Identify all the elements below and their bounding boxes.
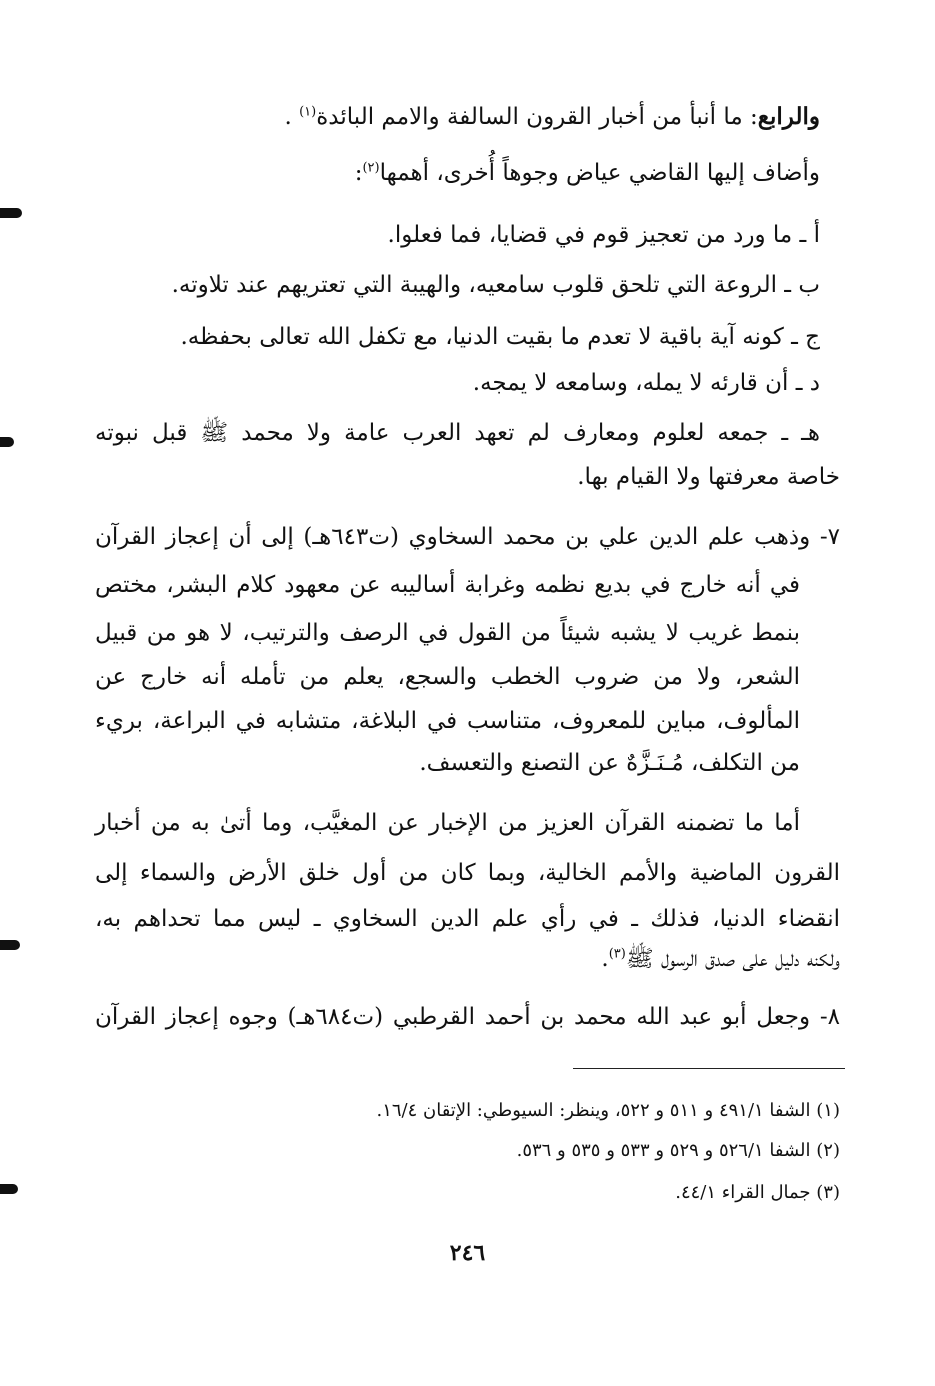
text-line-khassa <box>577 462 840 494</box>
line-tail: : <box>354 160 363 186</box>
line-text: المألوف، مباين للمعروف، متناسب في البلاغة، متشابه في البراعة، بريء <box>95 708 800 734</box>
paragraph-7-line-6 <box>419 748 800 780</box>
line-text: أ ـ ما ورد من تعجيز قوم في قضايا، فما فعلوا. <box>387 222 820 248</box>
paragraph-7-line-2 <box>95 570 800 602</box>
paragraph-7-line-4 <box>95 662 800 694</box>
footnote-3: (٣) جمال القراء ٤٤/١. <box>675 1182 840 1203</box>
line-tail: . <box>284 104 300 130</box>
line-text: بنمط غريب لا يشبه شيئاً من القول في الرصف والترتيب، لا هو من قبيل <box>95 620 800 646</box>
line-text: د ـ أن قارئه لا يمله، وسامعه لا يمجه. <box>472 370 820 396</box>
paragraph-7-line-1 <box>95 522 840 554</box>
paragraph-ama-line-2 <box>95 858 840 890</box>
list-item-ba <box>172 270 820 302</box>
scan-edge-mark <box>0 437 14 447</box>
list-item-dal <box>473 368 820 400</box>
line-text: ولكنه دليل على صدق الرسول ﷺ <box>625 946 840 972</box>
list-item-jim <box>181 322 821 354</box>
text-line-rabi <box>284 102 820 134</box>
paragraph-ama-line-4 <box>601 944 840 976</box>
line-text: وأضاف إليها القاضي عياض وجوهاً أُخرى، أهمها <box>379 160 820 186</box>
line-text: ب ـ الروعة التي تلحق قلوب سامعيه، والهيبة التي تعتريهم عند تلاوته. <box>171 272 820 298</box>
line-text: ج ـ كونه آية باقية لا تعدم ما بقيت الدنيا، مع تكفل الله تعالى بحفظه. <box>180 324 820 350</box>
paragraph-7-line-3 <box>95 618 800 650</box>
paragraph-ama-line-3 <box>95 904 840 936</box>
paragraph-ama-line-1 <box>95 808 800 840</box>
line-text: انقضاء الدنيا، فذلك ـ في رأي علم الدين السخاوي ـ ليس مما تحداهم به، <box>95 906 840 932</box>
line-text: القرون الماضية والأمم الخالية، وبما كان من أول خلق الأرض والسماء إلى <box>95 860 840 886</box>
footnote-ref-3: (٣) <box>608 946 626 962</box>
list-item-alif <box>388 220 820 252</box>
paragraph-8-line-1 <box>95 1002 840 1034</box>
scan-edge-mark <box>0 1184 18 1194</box>
footnote-1: (١) الشفا ٤٩١/١ و ٥١١ و ٥٢٢، وينظر: السيوطي: الإتقان ١٦/٤. <box>376 1100 840 1121</box>
line-text: أما ما تضمنه القرآن العزيز من الإخبار عن المغيَّب، وما أتىٰ به من أخبار <box>95 810 800 836</box>
line-text: : ما أنبأ من أخبار القرون السالفة والامم البائدة <box>316 104 758 130</box>
footnote-separator <box>573 1068 845 1069</box>
line-text: ٨- وجعل أبو عبد الله محمد بن أحمد القرطبي (ت٦٨٤هـ) وجوه إعجاز القرآن <box>95 1004 840 1030</box>
line-text: من التكلف، مُـنَـزَّهٌ عن التصنع والتعسف. <box>419 750 800 776</box>
line-text: خاصة معرفتها ولا القيام بها. <box>577 464 840 490</box>
footnote-2: (٢) الشفا ٥٢٦/١ و ٥٢٩ و ٥٣٣ و ٥٣٥ و ٥٣٦. <box>516 1140 840 1161</box>
footnote-ref-2: (٢) <box>362 160 380 176</box>
paragraph-7-line-5 <box>95 706 800 738</box>
list-item-ha <box>95 418 820 450</box>
line-text: ٧- وذهب علم الدين علي بن محمد السخاوي (ت٦٤٣هـ) إلى أن إعجاز القرآن <box>95 524 840 550</box>
footnote-ref-1: (١) <box>299 104 317 120</box>
page-number: ٢٤٦ <box>449 1240 486 1266</box>
scan-edge-mark <box>0 208 22 218</box>
line-tail: . <box>601 946 609 972</box>
term-rabi: والرابع <box>757 103 820 130</box>
line-text: هـ ـ جمعه لعلوم ومعارف لم تعهد العرب عامة ولا محمد ﷺ قبل نبوته <box>95 420 820 446</box>
line-text: في أنه خارج في بديع نظمه وغرابة أساليبه عن معهود كلام البشر، مختص <box>95 572 800 598</box>
scan-edge-mark <box>0 940 20 950</box>
line-text: الشعر، ولا من ضروب الخطب والسجع، يعلم من تأمله أنه خارج عن <box>95 664 800 690</box>
text-line-adaf <box>355 158 820 190</box>
